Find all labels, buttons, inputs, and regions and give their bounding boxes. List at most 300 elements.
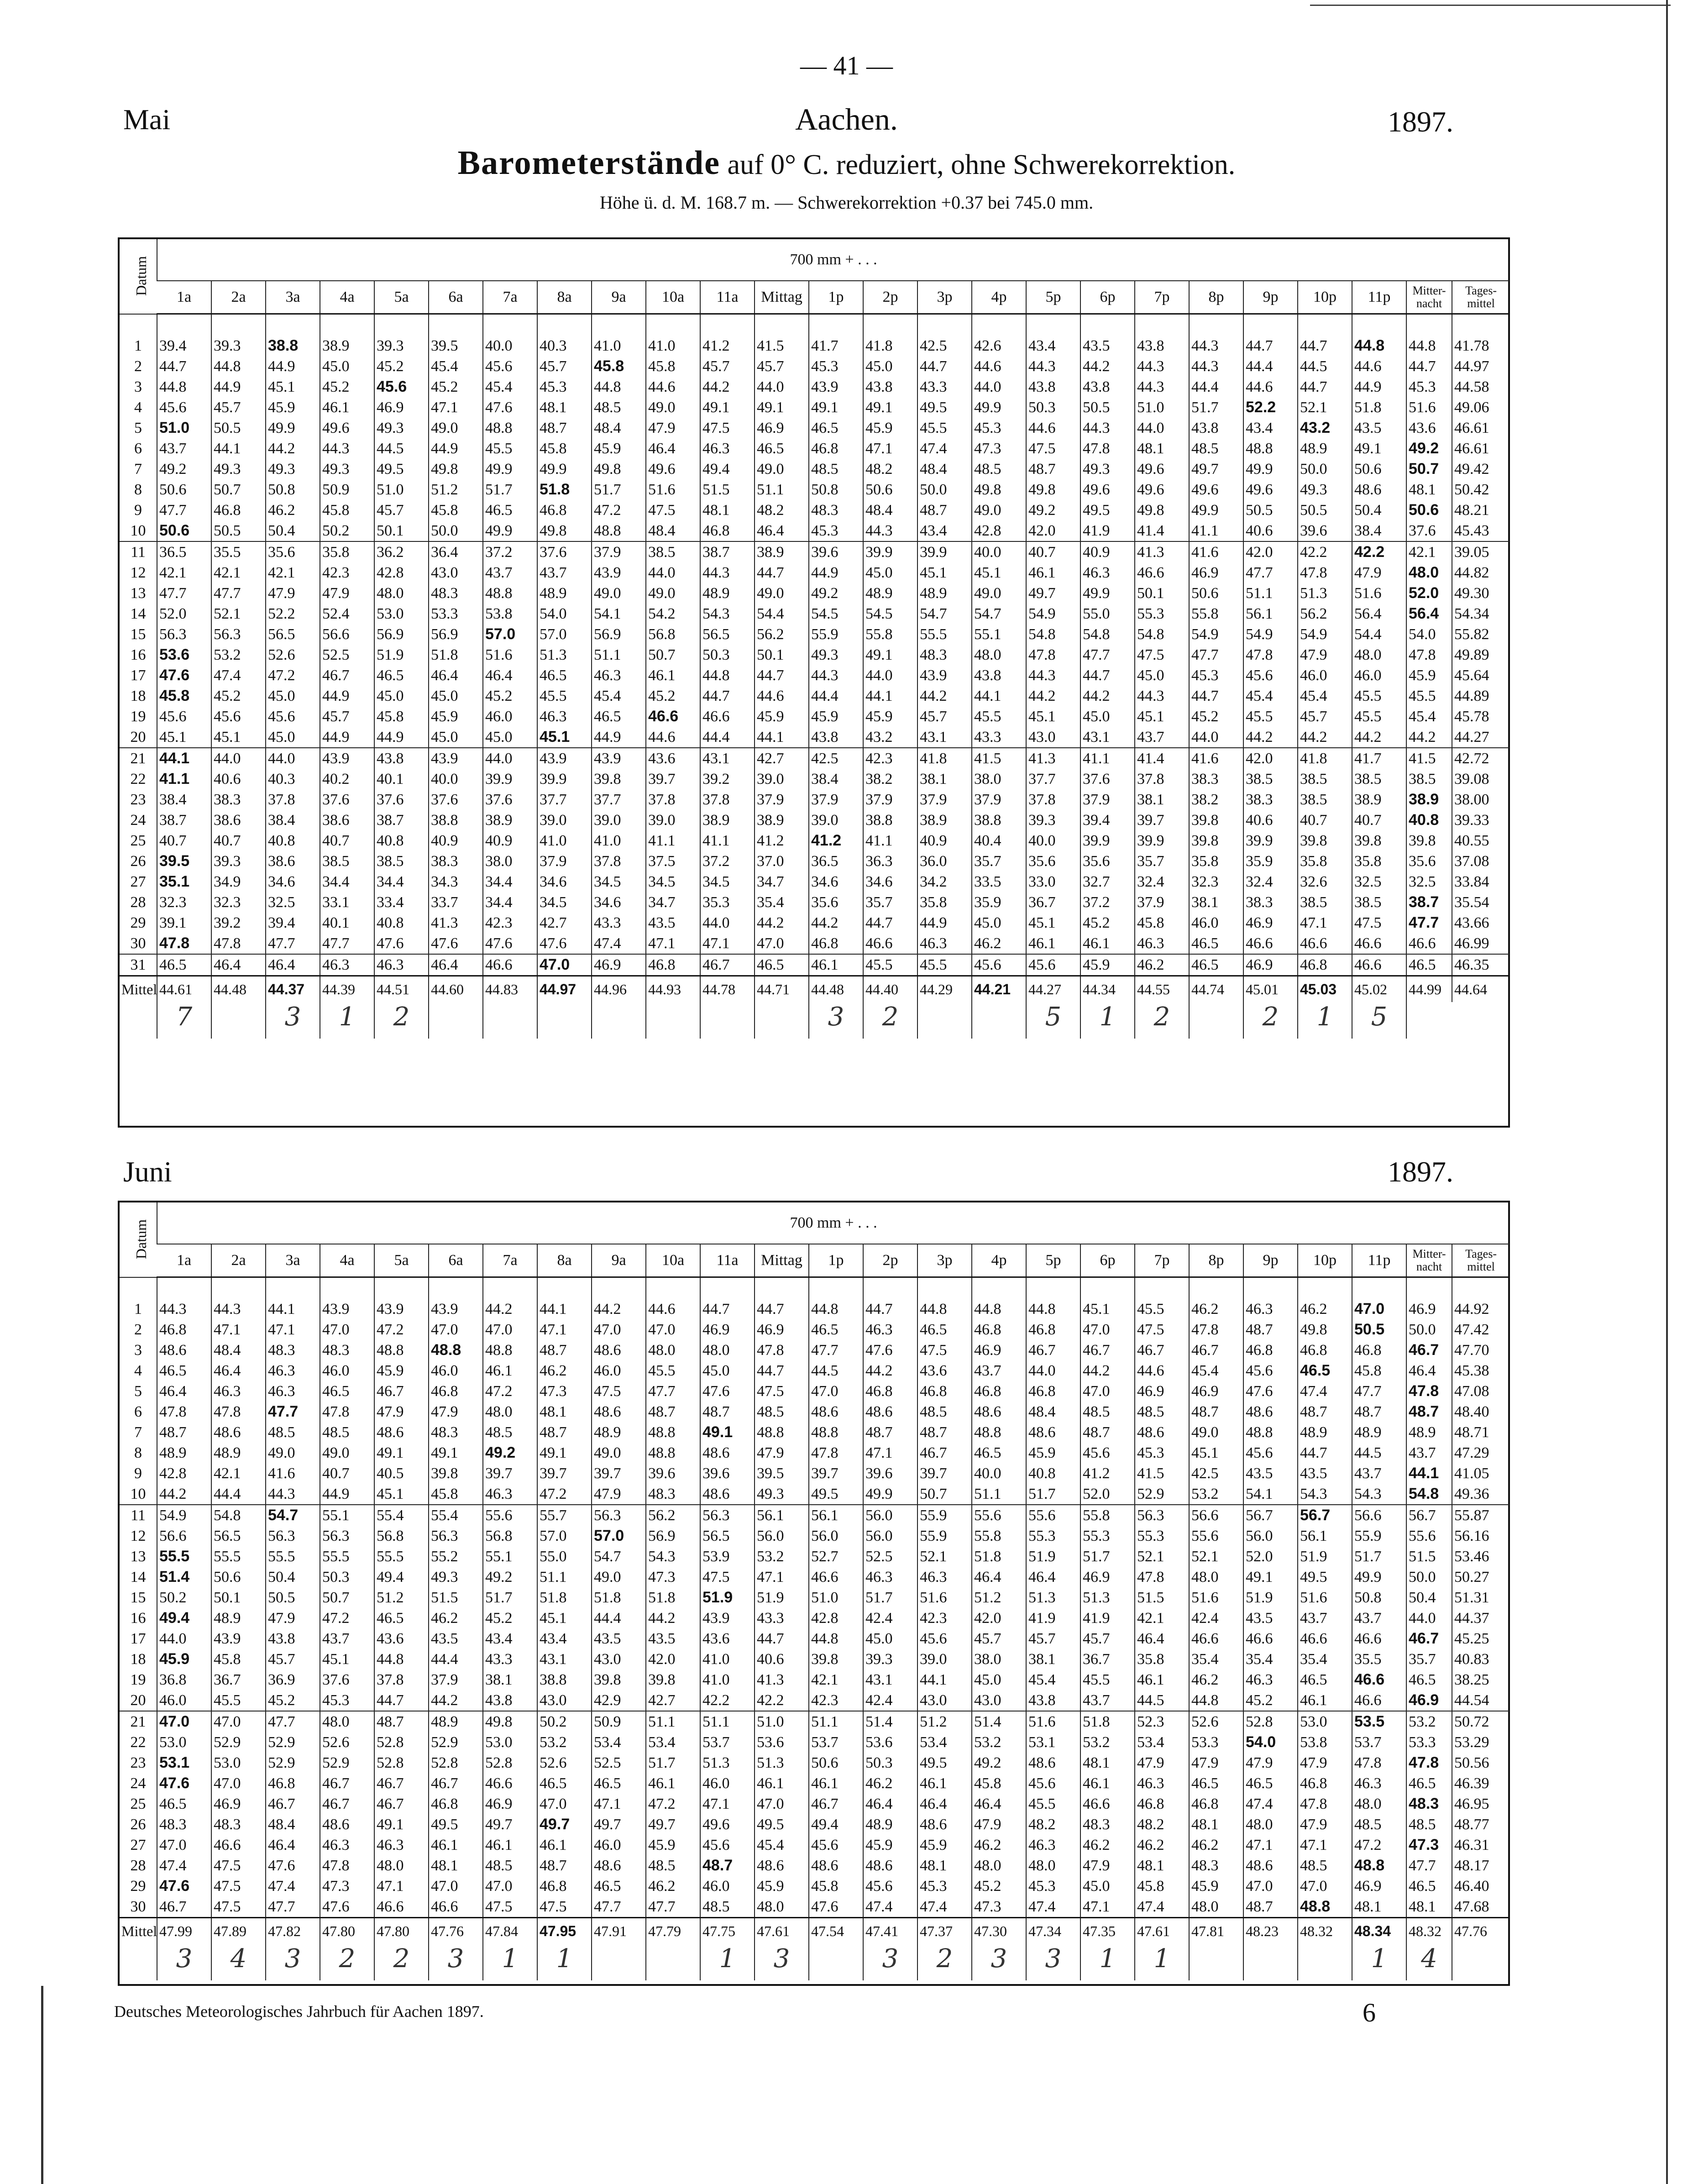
pressure-value: 44.5 xyxy=(1298,356,1352,377)
pressure-value: 50.4 xyxy=(1352,500,1406,520)
day-number: 6 xyxy=(134,1403,142,1420)
pressure-value: 46.8 xyxy=(1135,1794,1189,1814)
pressure-value: 46.8 xyxy=(1352,1340,1406,1360)
day-number: 18 xyxy=(130,1651,146,1668)
pressure-value xyxy=(1406,1835,1452,1855)
pressure-value: 45.2 xyxy=(374,356,429,377)
max-value: 46.5 xyxy=(1300,1362,1331,1379)
pressure-value: 41.6 xyxy=(266,1463,320,1484)
pressure-value xyxy=(537,1814,592,1835)
max-value: 47.7 xyxy=(1409,914,1439,931)
pressure-value: 39.3 xyxy=(211,336,266,356)
pressure-value: 52.1 xyxy=(1189,1546,1243,1567)
pressure-value: 45.3 xyxy=(809,520,863,541)
pressure-value: 39.6 xyxy=(1298,520,1352,541)
pressure-value: 49.5 xyxy=(429,1814,483,1835)
pressure-value: 44.2 xyxy=(809,913,863,933)
pressure-value: 44.2 xyxy=(755,913,809,933)
pressure-value: 42.3 xyxy=(863,748,917,769)
pressure-value: 47.2 xyxy=(374,1319,429,1340)
pressure-value: 46.9 xyxy=(592,954,646,976)
pressure-value: 47.0 xyxy=(592,1319,646,1340)
pressure-value: 40.8 xyxy=(1026,1463,1080,1484)
pressure-value: 49.4 xyxy=(374,1567,429,1587)
pressure-value: 49.6 xyxy=(646,459,700,479)
pressure-value: 34.7 xyxy=(755,872,809,892)
pressure-value: 56.5 xyxy=(266,624,320,645)
pressure-value: 47.70 xyxy=(1452,1340,1510,1360)
pressure-value: 44.0 xyxy=(483,748,537,769)
pressure-value: 48.8 xyxy=(1243,438,1298,459)
pressure-value: 48.7 xyxy=(863,1422,917,1443)
pressure-value: 46.9 xyxy=(1189,1381,1243,1402)
spacer-cell xyxy=(972,314,1026,336)
pressure-value: 35.8 xyxy=(1298,851,1352,872)
mittel-value: 44.40 xyxy=(863,976,917,1003)
pressure-value: 56.5 xyxy=(211,1526,266,1546)
pressure-value: 55.1 xyxy=(320,1505,374,1526)
pressure-value: 36.7 xyxy=(1026,892,1080,913)
pressure-value: 47.2 xyxy=(646,1794,700,1814)
pressure-value: 54.0 xyxy=(1406,624,1452,645)
pressure-value: 45.5 xyxy=(917,954,972,976)
pressure-value xyxy=(157,769,211,789)
pressure-value: 38.3 xyxy=(211,789,266,810)
pressure-value: 46.3 xyxy=(1026,1835,1080,1855)
max-value: 54.8 xyxy=(1409,1485,1439,1502)
pressure-value: 32.6 xyxy=(1298,872,1352,892)
pressure-value: 54.8 xyxy=(1080,624,1135,645)
pressure-value: 47.9 xyxy=(1080,1855,1135,1876)
pressure-value: 50.0 xyxy=(917,479,972,500)
pressure-value xyxy=(157,1649,211,1670)
max-value: 48.8 xyxy=(1354,1857,1385,1874)
pressure-value: 47.1 xyxy=(700,933,755,954)
pressure-value: 34.5 xyxy=(537,892,592,913)
pressure-value: 47.4 xyxy=(1135,1896,1189,1918)
mittel-value: 45.01 xyxy=(1243,976,1298,1003)
pressure-value: 46.1 xyxy=(646,1773,700,1794)
pressure-value: 53.7 xyxy=(809,1732,863,1753)
pressure-value: 48.1 xyxy=(1406,479,1452,500)
handwritten-note: 4 xyxy=(1406,1944,1452,1980)
pressure-value: 46.7 xyxy=(1080,1340,1135,1360)
pressure-value: 45.0 xyxy=(320,356,374,377)
pressure-value: 42.0 xyxy=(1026,520,1080,541)
day-number: 28 xyxy=(130,1857,146,1874)
pressure-value: 50.6 xyxy=(1352,459,1406,479)
pressure-value: 50.6 xyxy=(1189,583,1243,604)
pressure-value: 44.37 xyxy=(1452,1608,1510,1628)
handwritten-note xyxy=(592,1944,646,1980)
pressure-value xyxy=(700,1587,755,1608)
pressure-value: 43.1 xyxy=(537,1649,592,1670)
pressure-value: 47.1 xyxy=(211,1319,266,1340)
pressure-value: 46.2 xyxy=(972,933,1026,954)
pressure-value: 45.8 xyxy=(429,1484,483,1505)
max-value: 49.2 xyxy=(485,1444,516,1461)
pressure-value: 44.58 xyxy=(1452,377,1510,397)
pressure-value: 41.8 xyxy=(1298,748,1352,769)
pressure-value: 46.4 xyxy=(917,1794,972,1814)
pressure-value: 46.6 xyxy=(211,1835,266,1855)
pressure-value: 44.7 xyxy=(1298,377,1352,397)
max-value: 47.6 xyxy=(159,1877,190,1895)
pressure-value: 49.3 xyxy=(1298,479,1352,500)
pressure-value: 47.6 xyxy=(809,1896,863,1918)
day-number: 23 xyxy=(130,1754,146,1771)
pressure-value: 50.0 xyxy=(1406,1319,1452,1340)
pressure-value: 44.7 xyxy=(700,686,755,706)
pressure-value: 46.39 xyxy=(1452,1773,1510,1794)
pressure-value: 47.9 xyxy=(320,583,374,604)
handwritten-note: 3 xyxy=(863,1944,917,1980)
pressure-value xyxy=(1298,418,1352,438)
pressure-value: 53.3 xyxy=(429,604,483,624)
pressure-value: 38.25 xyxy=(1452,1670,1510,1690)
pressure-value: 47.6 xyxy=(483,397,537,418)
pressure-value: 47.9 xyxy=(972,1814,1026,1835)
pressure-value: 51.1 xyxy=(1243,583,1298,604)
pressure-value: 54.9 xyxy=(1298,624,1352,645)
pressure-value: 44.4 xyxy=(592,1608,646,1628)
pressure-value: 46.2 xyxy=(1298,1299,1352,1319)
page-number: — 41 — xyxy=(800,51,893,80)
pressure-value: 48.5 xyxy=(266,1422,320,1443)
column-header: 10a xyxy=(646,281,700,314)
pressure-value: 38.5 xyxy=(1243,769,1298,789)
pressure-value: 45.3 xyxy=(1135,1443,1189,1463)
column-header: 7p xyxy=(1135,281,1189,314)
pressure-value: 42.9 xyxy=(592,1690,646,1711)
pressure-value: 44.0 xyxy=(972,377,1026,397)
handwritten-note: 3 xyxy=(157,1944,211,1980)
pressure-value: 38.5 xyxy=(1298,892,1352,913)
day-number: 20 xyxy=(130,1692,146,1709)
pressure-value: 49.2 xyxy=(809,583,863,604)
pressure-value: 46.1 xyxy=(646,665,700,686)
pressure-value: 46.2 xyxy=(1135,1835,1189,1855)
pressure-value: 48.17 xyxy=(1452,1855,1510,1876)
pressure-value: 34.4 xyxy=(483,892,537,913)
pressure-value: 48.9 xyxy=(863,583,917,604)
pressure-value: 46.3 xyxy=(483,1484,537,1505)
pressure-value: 48.4 xyxy=(646,520,700,541)
pressure-value: 42.8 xyxy=(972,520,1026,541)
pressure-value: 44.6 xyxy=(972,356,1026,377)
pressure-value: 49.8 xyxy=(483,1711,537,1732)
pressure-value: 43.6 xyxy=(700,1628,755,1649)
mittel-value xyxy=(537,1918,592,1944)
column-header: 1p xyxy=(809,1244,863,1277)
pressure-value: 48.7 xyxy=(157,1422,211,1443)
table-row xyxy=(120,1505,1510,1526)
pressure-value: 47.9 xyxy=(592,1484,646,1505)
pressure-value: 47.0 xyxy=(1080,1319,1135,1340)
pressure-value: 40.7 xyxy=(320,830,374,851)
pressure-value: 47.1 xyxy=(863,438,917,459)
pressure-value: 53.3 xyxy=(1406,1732,1452,1753)
day-number: 30 xyxy=(130,935,146,952)
pressure-value: 40.7 xyxy=(320,1463,374,1484)
day-number: 5 xyxy=(134,1383,142,1400)
pressure-value: 48.8 xyxy=(755,1422,809,1443)
pressure-value: 39.9 xyxy=(483,769,537,789)
pressure-value: 51.0 xyxy=(809,1587,863,1608)
day-number: 11 xyxy=(120,1505,157,1526)
pressure-value: 53.9 xyxy=(700,1546,755,1567)
pressure-value: 51.7 xyxy=(863,1587,917,1608)
spacer-cell xyxy=(592,314,646,336)
pressure-value: 48.4 xyxy=(592,418,646,438)
pressure-value: 52.9 xyxy=(429,1732,483,1753)
pressure-value: 49.9 xyxy=(1080,583,1135,604)
pressure-value: 48.6 xyxy=(700,1443,755,1463)
pressure-value: 35.8 xyxy=(1189,851,1243,872)
pressure-value: 53.7 xyxy=(700,1732,755,1753)
pressure-value: 44.97 xyxy=(1452,356,1510,377)
column-header: Tages- mittel xyxy=(1452,281,1510,314)
pressure-value: 52.6 xyxy=(266,645,320,665)
pressure-value: 40.9 xyxy=(917,830,972,851)
pressure-value: 44.5 xyxy=(1135,1690,1189,1711)
pressure-value: 33.0 xyxy=(1026,872,1080,892)
pressure-value: 47.9 xyxy=(1298,1753,1352,1773)
pressure-value: 44.2 xyxy=(1406,727,1452,748)
column-header: 11p xyxy=(1352,1244,1406,1277)
pressure-value: 44.6 xyxy=(1352,356,1406,377)
pressure-value: 38.8 xyxy=(972,810,1026,830)
pressure-value xyxy=(646,706,700,727)
pressure-value: 39.9 xyxy=(1135,830,1189,851)
pressure-value: 40.8 xyxy=(374,913,429,933)
pressure-value: 48.4 xyxy=(863,500,917,520)
pressure-value: 47.2 xyxy=(320,1608,374,1628)
pressure-value: 46.0 xyxy=(429,1360,483,1381)
pressure-value: 54.8 xyxy=(1135,624,1189,645)
pressure-value: 46.0 xyxy=(592,1835,646,1855)
pressure-value: 49.5 xyxy=(809,1484,863,1505)
pressure-value: 48.9 xyxy=(700,583,755,604)
mittel-value: 47.76 xyxy=(429,1918,483,1944)
max-value: 49.1 xyxy=(702,1423,733,1441)
pressure-value: 44.4 xyxy=(211,1484,266,1505)
pressure-value: 46.8 xyxy=(266,1773,320,1794)
pressure-value: 54.4 xyxy=(755,604,809,624)
pressure-value: 44.7 xyxy=(157,356,211,377)
pressure-value: 47.0 xyxy=(1080,1381,1135,1402)
pressure-value: 46.4 xyxy=(157,1381,211,1402)
table-row xyxy=(120,500,1510,520)
column-header: 8a xyxy=(537,281,592,314)
pressure-value: 38.0 xyxy=(972,769,1026,789)
pressure-value: 47.8 xyxy=(1298,1794,1352,1814)
handwritten-note: 2 xyxy=(863,1002,917,1039)
pressure-value: 43.7 xyxy=(537,562,592,583)
pressure-value: 46.5 xyxy=(374,1608,429,1628)
pressure-value: 45.9 xyxy=(809,706,863,727)
pressure-value: 38.2 xyxy=(863,769,917,789)
pressure-value: 47.1 xyxy=(700,1794,755,1814)
pressure-value: 51.7 xyxy=(483,1587,537,1608)
pressure-value: 55.9 xyxy=(809,624,863,645)
pressure-value: 44.7 xyxy=(1243,336,1298,356)
pressure-value: 36.0 xyxy=(917,851,972,872)
pressure-value: 49.7 xyxy=(1189,459,1243,479)
pressure-value: 46.4 xyxy=(1135,1628,1189,1649)
pressure-value: 43.8 xyxy=(483,1690,537,1711)
pressure-value: 44.0 xyxy=(266,748,320,769)
pressure-value: 47.7 xyxy=(266,933,320,954)
pressure-value: 50.2 xyxy=(157,1587,211,1608)
pressure-value: 47.5 xyxy=(483,1896,537,1918)
pressure-value: 48.0 xyxy=(646,1340,700,1360)
pressure-value: 47.5 xyxy=(755,1381,809,1402)
month-label-june: Juni xyxy=(123,1155,172,1188)
pressure-value: 39.8 xyxy=(1189,810,1243,830)
pressure-value: 51.9 xyxy=(1243,1587,1298,1608)
pressure-value: 50.6 xyxy=(211,1567,266,1587)
pressure-value: 52.7 xyxy=(809,1546,863,1567)
mittel-value: 47.79 xyxy=(646,1918,700,1944)
pressure-value: 55.82 xyxy=(1452,624,1510,645)
pressure-value: 56.9 xyxy=(374,624,429,645)
pressure-value: 51.9 xyxy=(1298,1546,1352,1567)
pressure-value: 36.4 xyxy=(429,541,483,562)
pressure-value: 42.1 xyxy=(809,1670,863,1690)
pressure-value: 46.0 xyxy=(1298,665,1352,686)
pressure-value: 46.6 xyxy=(1298,933,1352,954)
pressure-value: 53.2 xyxy=(972,1732,1026,1753)
pressure-value: 44.0 xyxy=(1135,418,1189,438)
pressure-value xyxy=(429,1340,483,1360)
pressure-value: 55.9 xyxy=(917,1526,972,1546)
day-number: 15 xyxy=(130,626,146,643)
pressure-value: 32.5 xyxy=(1352,872,1406,892)
pressure-value: 48.8 xyxy=(1243,1422,1298,1443)
pressure-value: 45.0 xyxy=(374,686,429,706)
pressure-value xyxy=(157,1753,211,1773)
spacer-cell xyxy=(755,1277,809,1299)
pressure-value: 50.1 xyxy=(211,1587,266,1608)
pressure-value: 49.7 xyxy=(592,1814,646,1835)
pressure-value: 49.2 xyxy=(483,1567,537,1587)
pressure-value: 46.3 xyxy=(266,1360,320,1381)
spacer-cell xyxy=(120,1277,157,1299)
pressure-value: 37.9 xyxy=(592,541,646,562)
pressure-value: 49.0 xyxy=(592,583,646,604)
table-row xyxy=(120,583,1510,604)
handwritten-note xyxy=(120,1944,157,1980)
pressure-value: 43.5 xyxy=(646,1628,700,1649)
pressure-value: 48.3 xyxy=(1189,1855,1243,1876)
pressure-value: 38.3 xyxy=(1243,892,1298,913)
pressure-value: 49.8 xyxy=(1026,479,1080,500)
pressure-value: 43.6 xyxy=(917,1360,972,1381)
pressure-value: 46.7 xyxy=(374,1794,429,1814)
mittel-value: 44.83 xyxy=(483,976,537,1003)
day-number: 19 xyxy=(130,1671,146,1688)
pressure-value: 46.4 xyxy=(1406,1360,1452,1381)
pressure-value xyxy=(157,1567,211,1587)
pressure-value: 43.7 xyxy=(1135,727,1189,748)
pressure-value: 43.8 xyxy=(972,665,1026,686)
pressure-value: 46.9 xyxy=(1135,1381,1189,1402)
pressure-value: 40.3 xyxy=(266,769,320,789)
pressure-value: 46.5 xyxy=(755,438,809,459)
pressure-value: 43.8 xyxy=(809,727,863,748)
pressure-value: 43.8 xyxy=(863,377,917,397)
pressure-value: 44.3 xyxy=(1026,356,1080,377)
pressure-value: 47.7 xyxy=(266,1711,320,1732)
pressure-value: 51.5 xyxy=(1406,1546,1452,1567)
pressure-value: 48.5 xyxy=(1298,1855,1352,1876)
day-number: 13 xyxy=(130,1548,146,1565)
pressure-value: 47.6 xyxy=(374,933,429,954)
pressure-value: 44.7 xyxy=(755,1360,809,1381)
table-row xyxy=(120,1422,1510,1443)
day-number: 2 xyxy=(134,1321,142,1338)
max-value: 45.8 xyxy=(594,357,624,375)
pressure-value: 35.7 xyxy=(863,892,917,913)
pressure-value: 47.0 xyxy=(755,1794,809,1814)
column-header: 6a xyxy=(429,281,483,314)
pressure-value: 50.4 xyxy=(1406,1587,1452,1608)
pressure-value: 45.0 xyxy=(972,1670,1026,1690)
day-number: 27 xyxy=(130,1837,146,1853)
pressure-value: 43.5 xyxy=(646,913,700,933)
pressure-value: 48.6 xyxy=(809,1402,863,1422)
pressure-value: 51.8 xyxy=(537,1587,592,1608)
handwritten-row xyxy=(120,1002,1510,1039)
table-row xyxy=(120,1319,1510,1340)
pressure-value: 51.6 xyxy=(1352,583,1406,604)
pressure-value: 47.6 xyxy=(266,1855,320,1876)
pressure-value: 45.0 xyxy=(1080,1876,1135,1896)
pressure-value: 49.7 xyxy=(1026,583,1080,604)
pressure-value: 44.6 xyxy=(1135,1360,1189,1381)
pressure-value: 45.0 xyxy=(1135,665,1189,686)
pressure-value: 42.1 xyxy=(1135,1608,1189,1628)
table-row xyxy=(120,1526,1510,1546)
max-value: 56.4 xyxy=(1409,605,1439,622)
pressure-value: 42.72 xyxy=(1452,748,1510,769)
pressure-value: 47.9 xyxy=(266,583,320,604)
pressure-value: 48.7 xyxy=(1189,1402,1243,1422)
pressure-value: 44.9 xyxy=(266,356,320,377)
pressure-value: 34.4 xyxy=(483,872,537,892)
pressure-value: 32.4 xyxy=(1243,872,1298,892)
pressure-value: 38.1 xyxy=(1026,1649,1080,1670)
pressure-value: 47.8 xyxy=(157,1402,211,1422)
pressure-value: 48.5 xyxy=(483,1422,537,1443)
pressure-value: 42.2 xyxy=(755,1690,809,1711)
pressure-value: 45.6 xyxy=(809,1835,863,1855)
pressure-value: 43.2 xyxy=(863,727,917,748)
pressure-value: 45.8 xyxy=(972,1773,1026,1794)
pressure-value: 47.2 xyxy=(266,665,320,686)
pressure-value: 54.9 xyxy=(1026,604,1080,624)
pressure-value: 37.08 xyxy=(1452,851,1510,872)
pressure-value: 48.1 xyxy=(1135,438,1189,459)
pressure-value: 48.8 xyxy=(646,1422,700,1443)
pressure-value: 47.5 xyxy=(1026,438,1080,459)
base-value-header: 700 mm + . . . xyxy=(157,1202,1510,1244)
pressure-value: 45.2 xyxy=(646,686,700,706)
pressure-value: 48.7 xyxy=(537,418,592,438)
pressure-value: 47.8 xyxy=(1406,645,1452,665)
day-number: 23 xyxy=(130,791,146,808)
